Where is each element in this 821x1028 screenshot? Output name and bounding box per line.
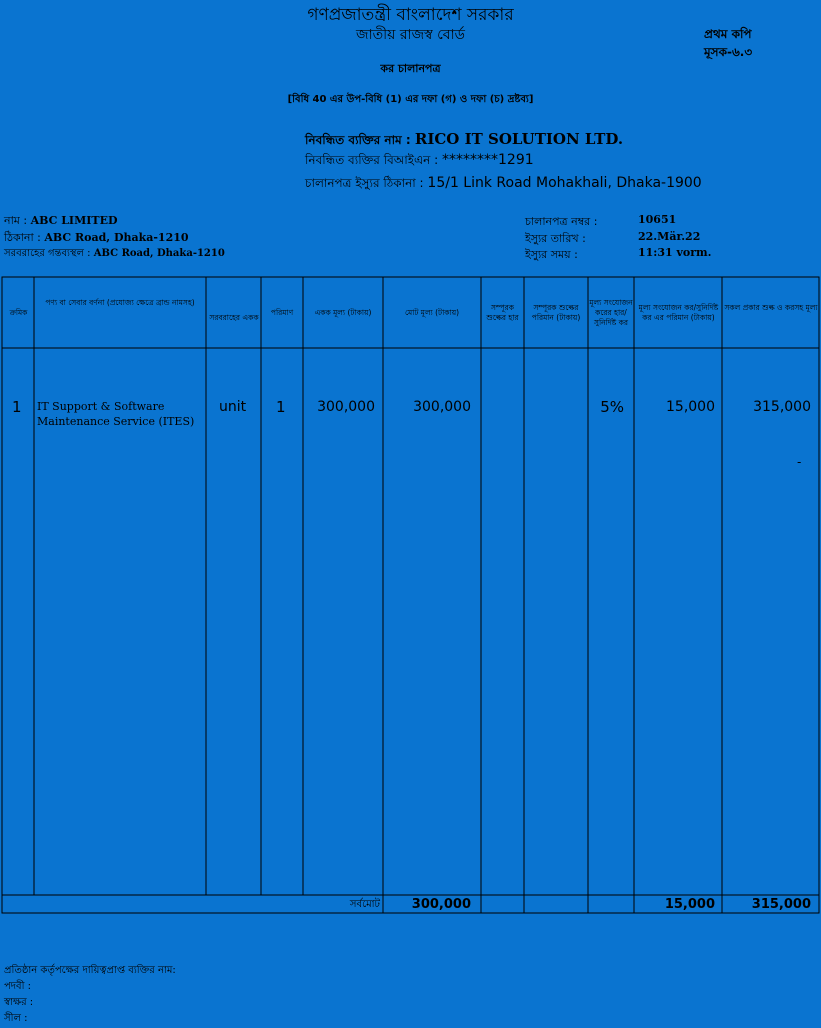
seal-label: সীল : xyxy=(4,1013,28,1024)
row-vat-amount: 15,000 xyxy=(666,399,715,415)
seller-address-label: চালানপত্র ইস্যুর ঠিকানা : xyxy=(305,176,428,190)
seller-name-row xyxy=(305,130,623,152)
header-serial: ক্রমিক xyxy=(9,308,28,317)
row-total-price: 300,000 xyxy=(413,399,471,415)
buyer-name-value: ABC LIMITED xyxy=(30,214,118,227)
designation-label: পদবী : xyxy=(4,981,32,992)
issue-date-label: ইস্যুর তারিখ : xyxy=(525,232,586,245)
signature-label: স্বাক্ষর : xyxy=(4,997,34,1008)
buyer-address-label: ঠিকানা : xyxy=(4,231,45,244)
header-description: পণ্য বা সেবার বর্ণনা (প্রযোজ্য ক্ষেত্রে ব্রান্ড নামসহ) xyxy=(45,298,195,307)
seller-bin-row xyxy=(305,152,534,172)
row-unit-price: 300,000 xyxy=(317,399,375,415)
total-label: সর্বমোট xyxy=(349,899,380,910)
musak-form-label: মূসক-৬.৩ xyxy=(704,45,753,59)
document-title: কর চালানপত্র xyxy=(380,62,441,75)
header-grand-total: সকল প্রকার শুল্ক ও করসহ মূল্য xyxy=(724,303,818,312)
total-grand-sum: 315,000 xyxy=(751,897,811,912)
header-sd-rate: সম্পূরক শুল্কের হার xyxy=(486,303,519,322)
header-unit: সরবরাহের একক xyxy=(209,313,259,322)
nbr-title: জাতীয় রাজস্ব বোর্ড xyxy=(356,27,465,43)
seller-name-label: নিবন্ধিত ব্যক্তির নাম : xyxy=(305,133,415,147)
authorized-person-label: প্রতিষ্ঠান কর্তৃপক্ষের দায়িত্বপ্রাপ্ত ব্যক্তির নাম: xyxy=(4,965,176,976)
header-quantity: পরিমাণ xyxy=(270,308,294,317)
row-quantity: 1 xyxy=(276,398,286,416)
row-vat-rate: 5% xyxy=(600,398,624,416)
seller-bin-value: ********1291 xyxy=(442,152,534,168)
seller-address-value: 15/1 Link Road Mohakhali, Dhaka-1900 xyxy=(427,175,702,191)
copy-label: প্রথম কপি xyxy=(704,27,752,41)
seller-bin-label: নিবন্ধিত ব্যক্তির বিআইএন : xyxy=(305,153,443,167)
challan-number-label: চালানপত্র নম্বর : xyxy=(525,215,598,228)
issue-time-label: ইস্যুর সময় : xyxy=(525,248,578,261)
header-total-price: মোট মূল্য (টাকায়) xyxy=(404,308,460,317)
challan-number-value: 10651 xyxy=(638,213,677,226)
header-sd-amount: সম্পূরক শুল্কের পরিমান (টাকায়) xyxy=(531,303,581,322)
issue-time-value: 11:31 vorm. xyxy=(638,246,712,259)
buyer-destination-row xyxy=(4,246,225,263)
row-dash: - xyxy=(797,455,802,469)
table-border xyxy=(2,277,819,913)
total-vat-sum: 15,000 xyxy=(664,897,715,912)
buyer-destination-label: সরবরাহের গন্তব্যস্থল : xyxy=(4,248,94,259)
buyer-destination-value: ABC Road, Dhaka-1210 xyxy=(93,248,225,259)
rule-note: [বিধি 40 এর উপ-বিধি (1) এর দফা (গ) ও দফা (চ) দ্রষ্টব্য] xyxy=(287,94,534,105)
seller-address-row xyxy=(305,175,702,195)
header-unit-price: একক মূল্য (টাকায়) xyxy=(314,308,372,317)
header-vat-amount: মূল্য সংযোজন কর/সুনির্দিষ্ট কর এর পরিমান (টাকায়) xyxy=(638,303,719,322)
row-description: IT Support & Software Maintenance Service (ITES) xyxy=(37,400,195,428)
buyer-address-value: ABC Road, Dhaka-1210 xyxy=(44,231,189,244)
row-grand-total: 315,000 xyxy=(753,399,811,415)
issue-date-value: 22.Mär.22 xyxy=(638,230,701,243)
header-vat-rate: মূল্য সংযোজন করের হার/ সুনির্দিষ্ট কর xyxy=(589,298,633,327)
seller-name-value: RICO IT SOLUTION LTD. xyxy=(414,130,624,148)
government-title: গণপ্রজাতন্ত্রী বাংলাদেশ সরকার xyxy=(307,5,514,25)
buyer-name-label: নাম : xyxy=(4,214,31,227)
total-price-sum: 300,000 xyxy=(411,897,471,912)
row-serial: 1 xyxy=(12,398,22,416)
row-unit: unit xyxy=(219,399,247,415)
